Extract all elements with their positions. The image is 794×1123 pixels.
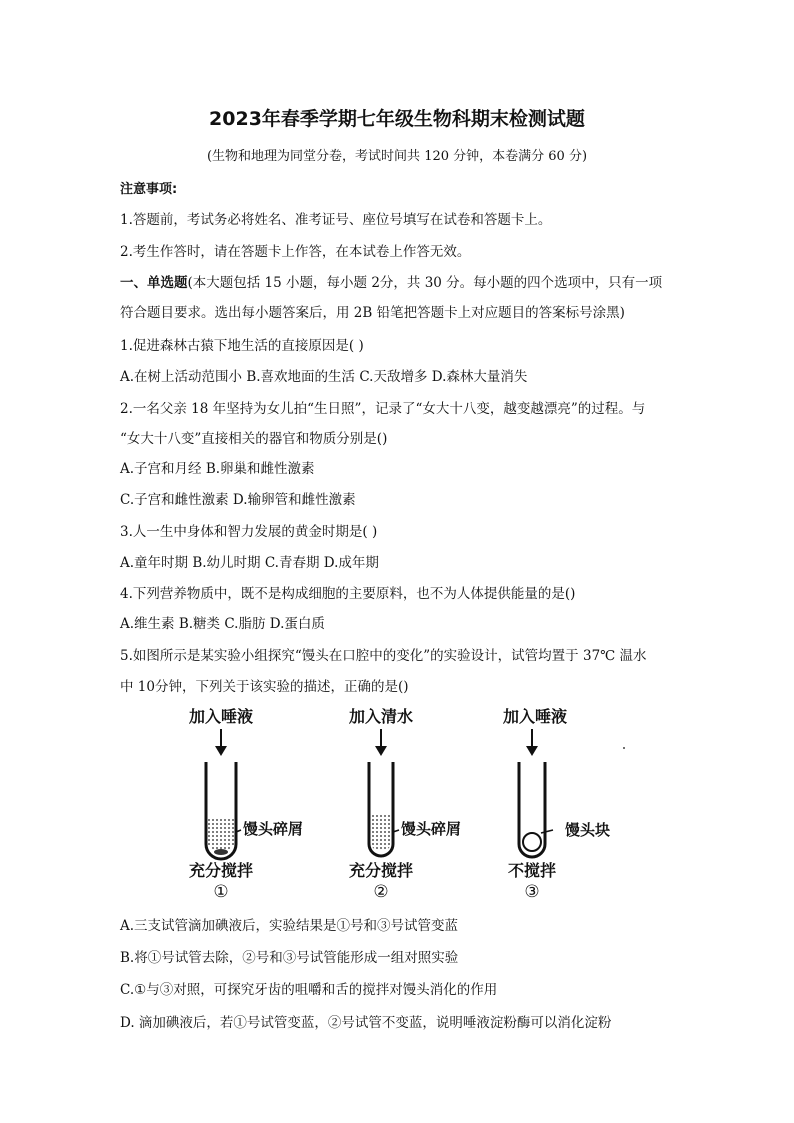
- question-5-stem: 5.如图所示是某实验小组探究“馒头在口腔中的变化”的实验设计，试管均置于 37℃ 温水: [120, 648, 647, 664]
- question-5-option-a: A.三支试管滴加碘液后，实验结果是①号和③号试管变蓝: [120, 918, 459, 934]
- question-4-stem: 4.下列营养物质中，既不是构成细胞的主要原料，也不为人体提供能量的是(): [120, 586, 576, 602]
- tube-2-number: ②: [373, 882, 389, 902]
- question-1-stem: 1.促进森林古猿下地生活的直接原因是( ): [120, 338, 364, 354]
- tube-2-bottom-label: 充分搅拌: [348, 861, 414, 880]
- tube-1-number: ①: [213, 882, 229, 902]
- question-5-stem-continued: 中 10分钟，下列关于该实验的描述，正确的是(): [120, 679, 409, 695]
- tube-3-number: ③: [524, 882, 540, 902]
- question-4-options: A.维生素 B.糖类 C.脂肪 D.蛋白质: [120, 616, 325, 632]
- test-tube-figure: [175, 702, 635, 902]
- question-2-options: C.子宫和雌性激素 D.输卵管和雌性激素: [120, 492, 356, 508]
- arrow-head-icon: [215, 746, 227, 756]
- tube-2-side-label: 馒头碎屑: [401, 820, 462, 838]
- question-2-options: A.子宫和月经 B.卵巢和雌性激素: [120, 461, 315, 477]
- question-5-option-c: C.①与③对照，可探究牙齿的咀嚼和舌的搅拌对馒头消化的作用: [120, 982, 498, 998]
- tube-1-side-label: 馒头碎屑: [243, 820, 304, 838]
- tube-1-top-label: 加入唾液: [188, 707, 254, 726]
- section-intro-continued: 符合题目要求。选出每小题答案后，用 2B 铅笔把答题卡上对应题目的答案标号涂黑): [120, 305, 625, 321]
- notice-heading: 注意事项:: [120, 182, 178, 197]
- arrow-head-icon: [375, 746, 387, 756]
- tube-2-top-label: 加入清水: [348, 707, 414, 726]
- question-3-options: A.童年时期 B.幼儿时期 C.青春期 D.成年期: [120, 555, 379, 571]
- exam-subtitle: (生物和地理为同堂分卷，考试时间共 120 分钟，本卷满分 60 分): [206, 149, 588, 164]
- question-5-option-d: D. 滴加碘液后，若①号试管变蓝，②号试管不变蓝，说明唾液淀粉酶可以消化淀粉: [120, 1015, 612, 1031]
- exam-title: 2023年春季学期七年级生物科期末检测试题: [209, 108, 585, 130]
- tube-1-bottom-label: 充分搅拌: [188, 861, 254, 880]
- bread-chunk: [523, 833, 541, 851]
- arrow-head-icon: [526, 746, 538, 756]
- section-intro: [120, 271, 662, 291]
- section-heading: 一、单选题: [120, 275, 188, 291]
- question-3-stem: 3.人一生中身体和智力发展的黄金时期是( ): [120, 524, 378, 540]
- notice-item: 1.答题前，考试务必将姓名、准考证号、座位号填写在试卷和答题卡上。: [120, 212, 552, 228]
- tube-3-top-label: 加入唾液: [502, 707, 568, 726]
- tube-3-bottom-label: 不搅拌: [507, 861, 557, 880]
- tube-3-side-label: 馒头块: [565, 821, 611, 839]
- question-2-stem-continued: “女大十八变”直接相关的器官和物质分别是(): [120, 431, 388, 447]
- question-1-options: A.在树上活动范围小 B.喜欢地面的生活 C.天敌增多 D.森林大量消失: [120, 369, 528, 385]
- section-intro-text: (本大题包括 15 小题，每小题 2分，共 30 分。每小题的四个选项中，只有一项: [187, 275, 663, 291]
- notice-item: 2.考生作答时，请在答题卡上作答，在本试卷上作答无效。: [120, 244, 471, 260]
- question-2-stem: 2.一名父亲 18 年坚持为女儿拍“生日照”，记录了“女大十八变，越变越漂亮”的过程。与: [120, 401, 646, 417]
- question-5-option-b: B.将①号试管去除，②号和③号试管能形成一组对照实验: [120, 950, 459, 966]
